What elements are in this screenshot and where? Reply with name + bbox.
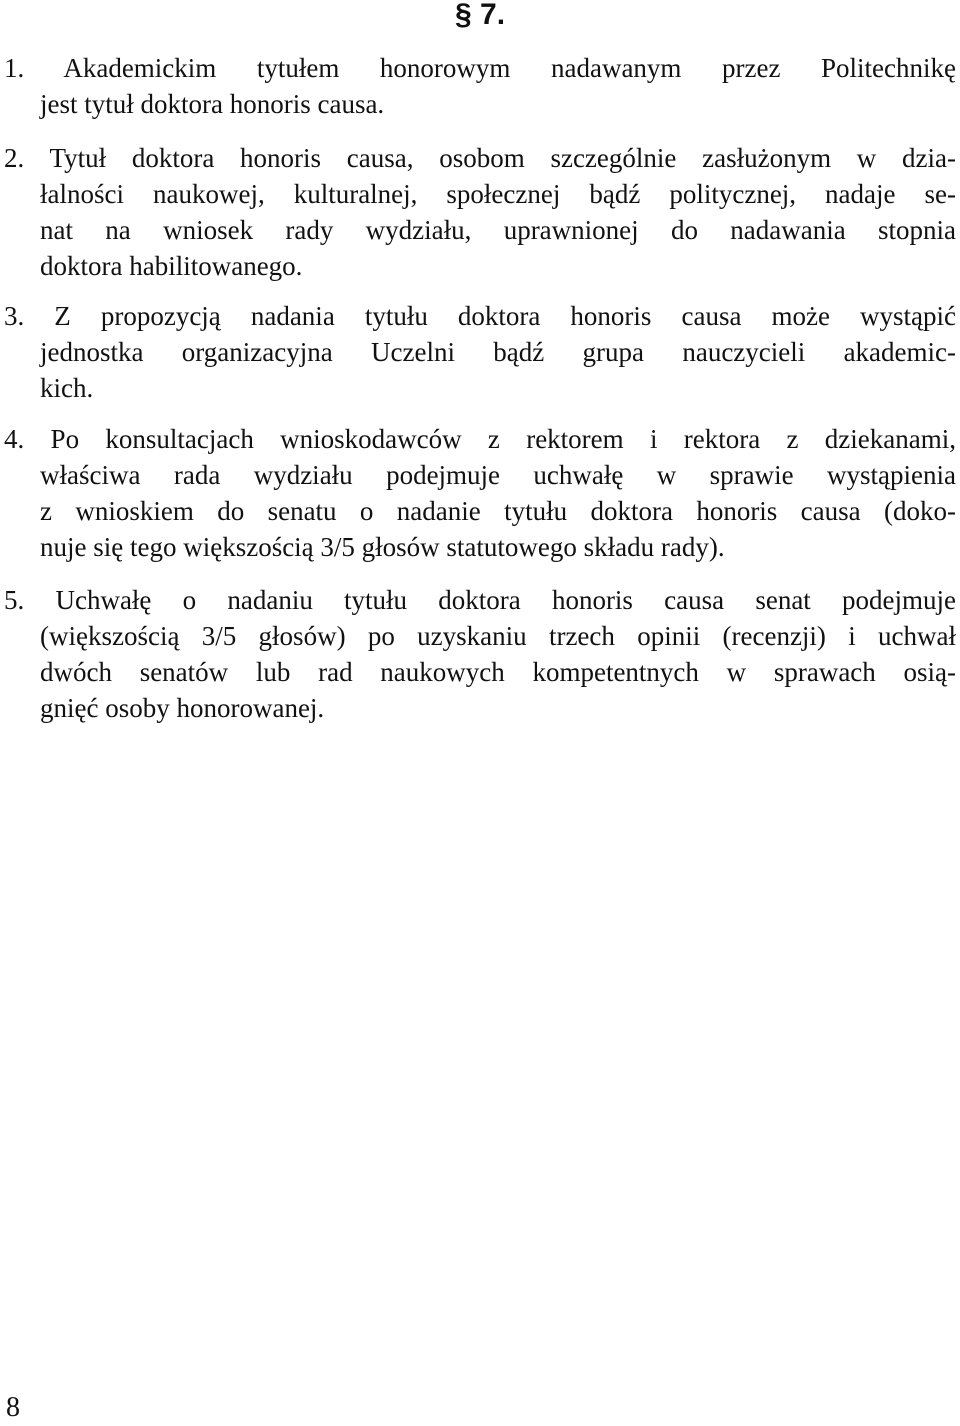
- paragraph-line: z wnioskiem do senatu o nadanie tytułu doktora honoris causa (doko-: [40, 496, 956, 526]
- paragraph-line: doktora habilitowanego.: [40, 251, 303, 281]
- paragraph-line: 5. Uchwałę o nadaniu tytułu doktora honoris causa senat podejmuje: [4, 585, 956, 615]
- paragraph-line: (większością 3/5 głosów) po uzyskaniu trzech opinii (recenzji) i uchwał: [40, 621, 956, 651]
- paragraph-line: 4. Po konsultacjach wnioskodawców z rektorem i rektora z dziekanami,: [4, 424, 956, 454]
- paragraph-2: [4, 140, 956, 284]
- paragraph-5: [4, 582, 956, 726]
- section-heading: § 7.: [455, 0, 506, 31]
- paragraph-line: kich.: [40, 373, 94, 403]
- paragraph-3: [4, 298, 956, 406]
- paragraph-line: gnięć osoby honorowanej.: [40, 693, 325, 723]
- paragraph-line: 3. Z propozycją nadania tytułu doktora honoris causa może wystąpić: [4, 301, 956, 331]
- paragraph-line: łalności naukowej, kulturalnej, społecznej bądź politycznej, nadaje se-: [40, 179, 956, 209]
- paragraph-line: właściwa rada wydziału podejmuje uchwałę w sprawie wystąpienia: [40, 460, 956, 490]
- paragraph-line: 2. Tytuł doktora honoris causa, osobom szczególnie zasłużonym w dzia-: [4, 143, 956, 173]
- paragraph-1: [4, 50, 956, 122]
- paragraph-line: 1. Akademickim tytułem honorowym nadawanym przez Politechnikę: [4, 53, 956, 83]
- paragraph-line: jednostka organizacyjna Uczelni bądź grupa nauczycieli akademic-: [40, 337, 956, 367]
- paragraph-line: nuje się tego większością 3/5 głosów statutowego składu rady).: [40, 532, 725, 562]
- paragraph-4: [4, 421, 956, 565]
- page-number: 8: [6, 1392, 20, 1423]
- paragraph-line: jest tytuł doktora honoris causa.: [40, 89, 385, 119]
- paragraph-line: dwóch senatów lub rad naukowych kompetentnych w sprawach osią-: [40, 657, 956, 687]
- paragraph-line: nat na wniosek rady wydziału, uprawnionej do nadawania stopnia: [40, 215, 956, 245]
